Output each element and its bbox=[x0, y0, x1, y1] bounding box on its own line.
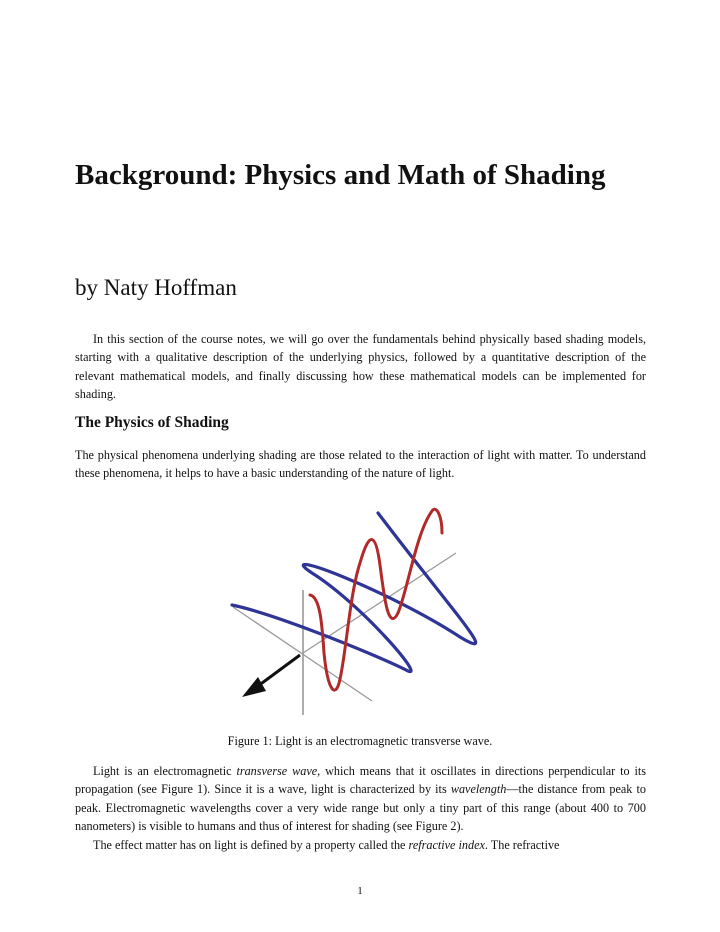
figure-caption: Figure 1: Light is an electromagnetic transverse wave. bbox=[227, 734, 493, 748]
refractive-paragraph: The effect matter has on light is defined by a property called the refractive index. The refractive bbox=[93, 838, 560, 852]
intro-paragraph: In this section of the course notes, we will go over the fundamentals behind physically based shading models, starting with a qualitative description of the underlying physics, followed by a quantitative description of the relevant mathematical models, and finally discussing how these mathematical models can be implemented for shading. bbox=[75, 332, 646, 402]
electric-wave bbox=[310, 509, 442, 690]
wave-diagram bbox=[220, 503, 500, 723]
section-heading: The Physics of Shading bbox=[75, 414, 229, 431]
propagation-arrow-line bbox=[258, 655, 300, 686]
page-title: Background: Physics and Math of Shading bbox=[75, 159, 606, 191]
propagation-arrow-head bbox=[242, 677, 266, 697]
section-paragraph: The physical phenomena underlying shading are those related to the interaction of light with matter. To understand these phenomena, it helps to have a basic understanding of the nature of light. bbox=[75, 448, 646, 481]
wave-paragraph: Light is an electromagnetic transverse wave, which means that it oscillates in directions perpendicular to its propagation (see Figure 1). Since it is a wave, light is characterized by its wavelength—the distance from peak to peak. Electromagnetic wavelengths cover a very wide range but only a tiny part of this range (about 400 to 700 nanometers) is visible to humans and thus of interest for shading (see Figure 2). bbox=[75, 764, 646, 834]
author-line: by Naty Hoffman bbox=[75, 275, 237, 300]
transverse-wave-figure bbox=[220, 503, 500, 723]
page-number: 1 bbox=[357, 885, 363, 897]
